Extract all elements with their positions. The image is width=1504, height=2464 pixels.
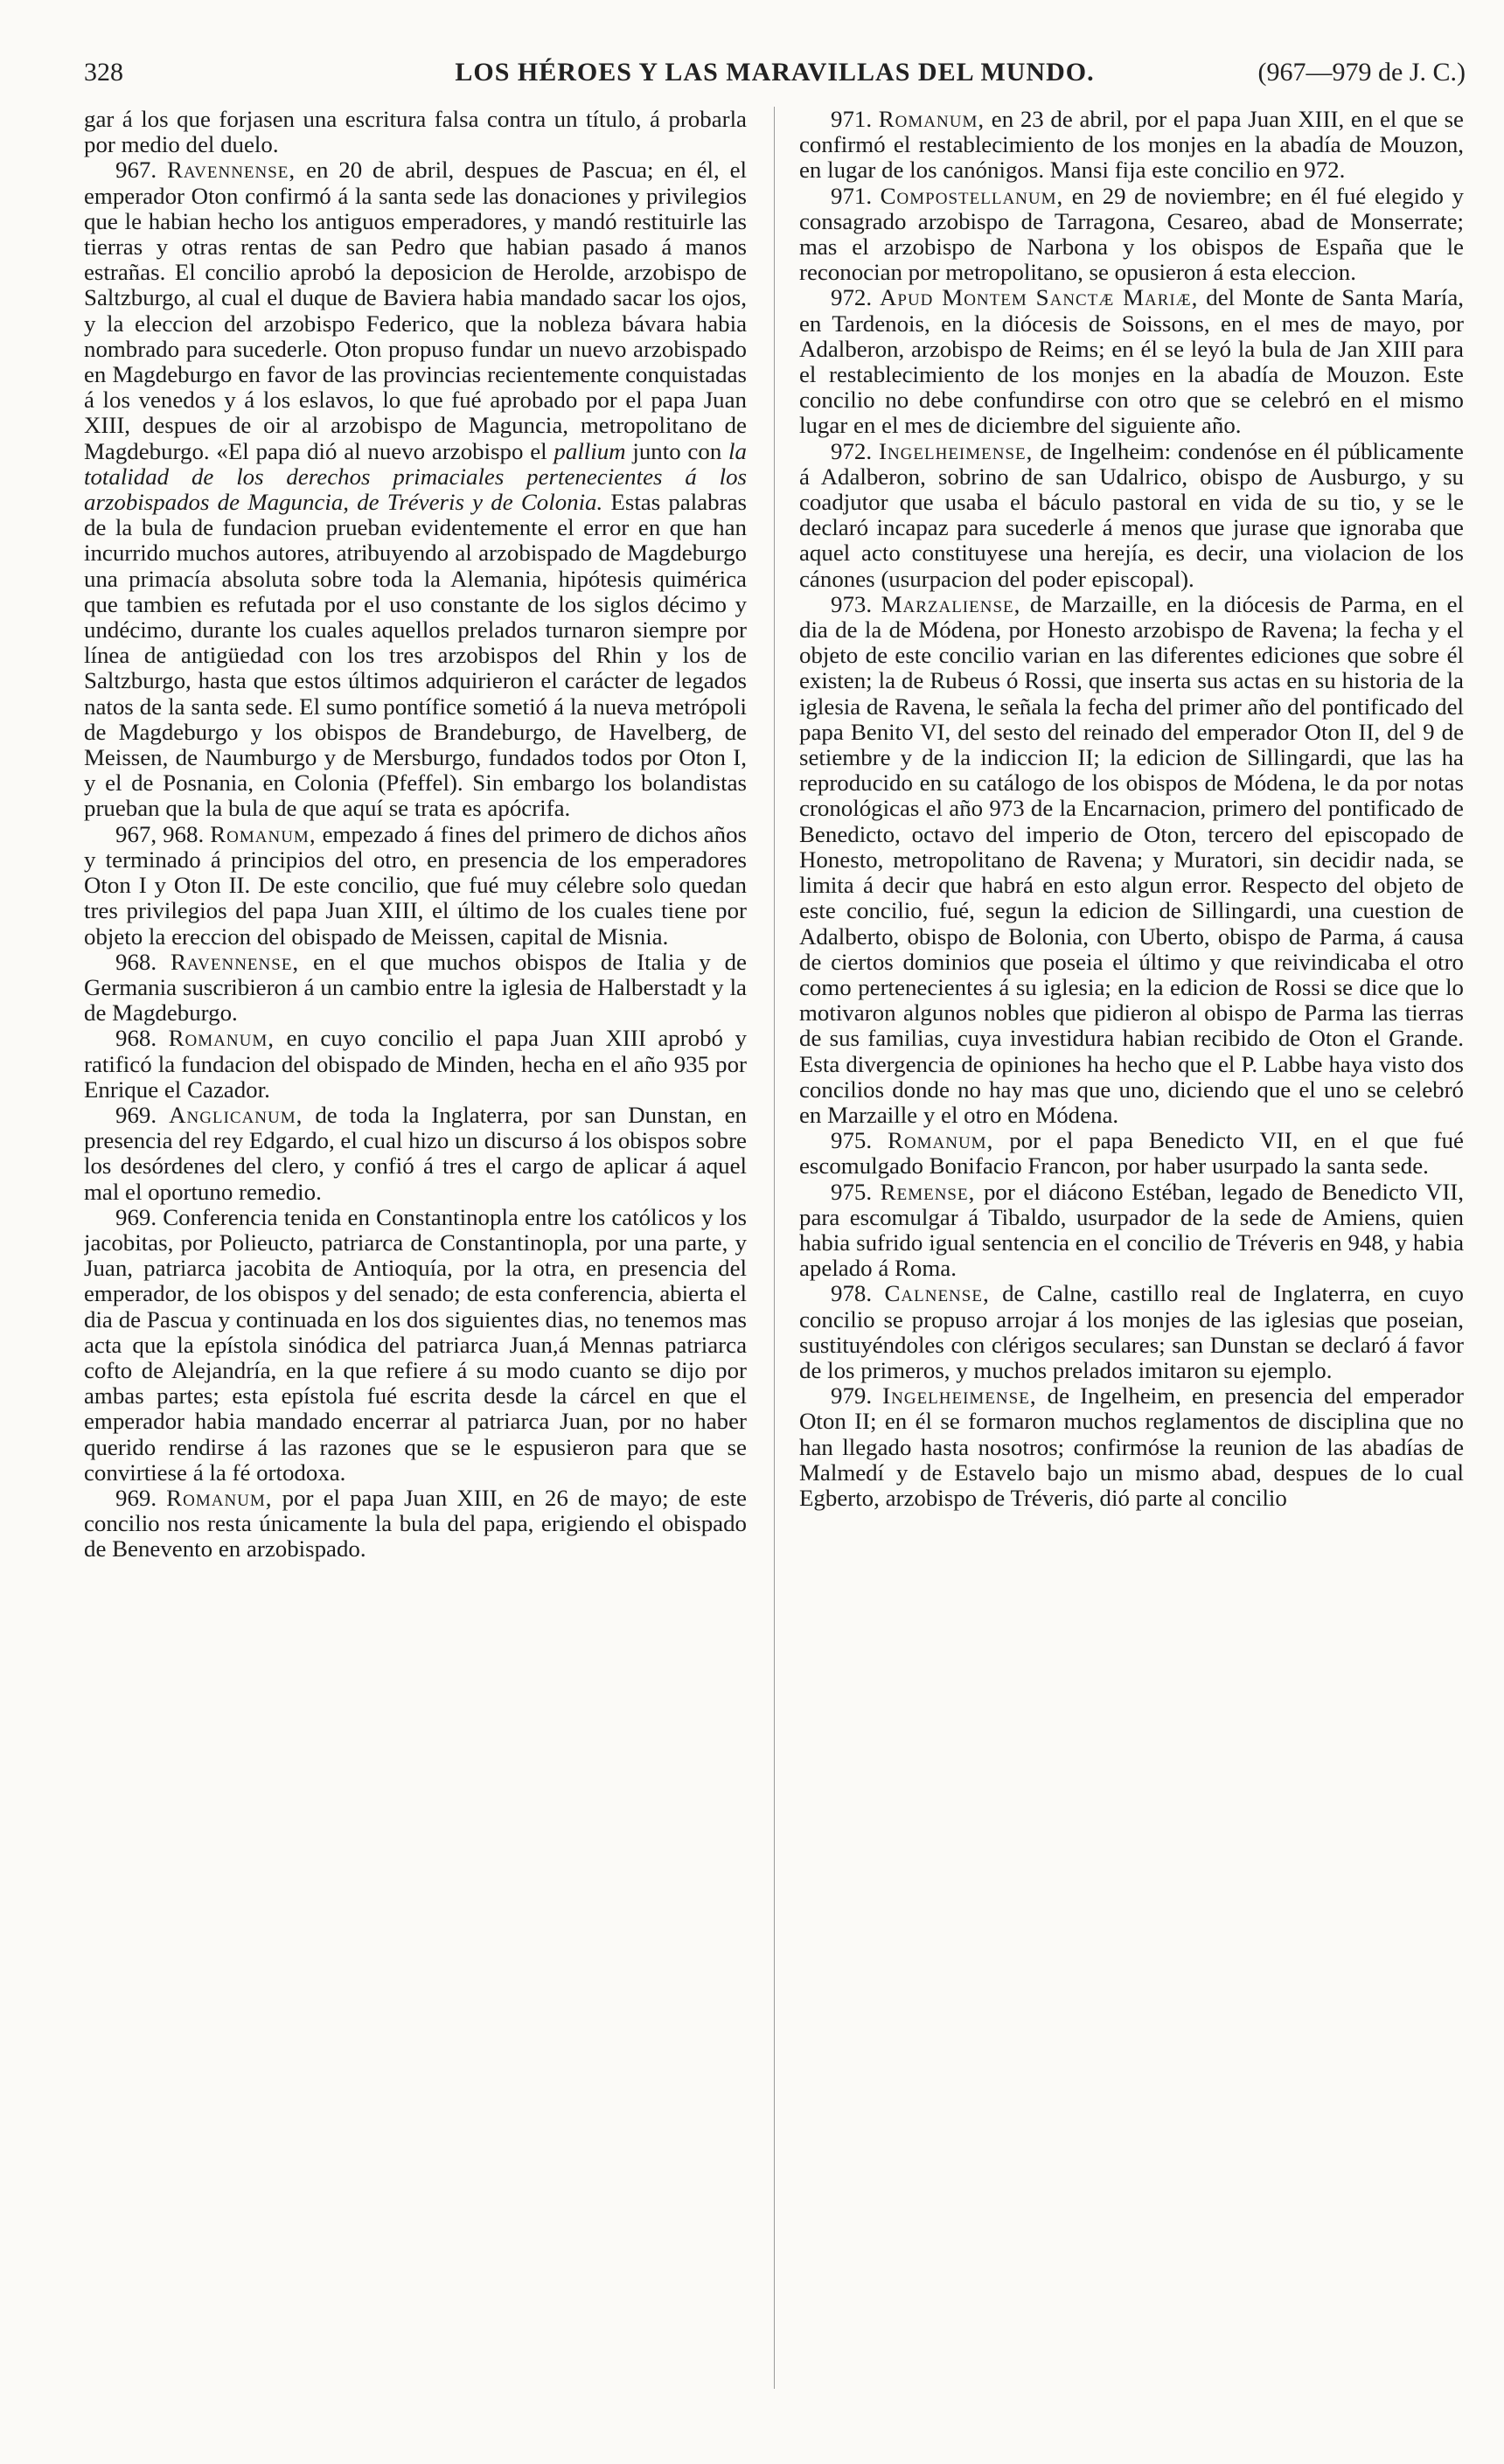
column-divider xyxy=(774,107,775,2389)
paragraph xyxy=(799,1281,1464,1383)
paragraph-text: en 23 de abril, por el papa Juan XIII, en el que se confirmó el restablecimiento de los monjes en la abadía de Mouzon, en lugar de los canónigos. Mansi fija este concilio en 972. xyxy=(799,107,1464,184)
paragraph-text: del Monte de Santa María, en Tardenois, en la diócesis de Soissons, en el mes de mayo, por Adalberon, arzobispo de Reims; en él se leyó la bula de Jan XIII para el restablecimiento de los monjes en la abadía de Mouzon. Este concilio no debe confundirse con otro que se celebró en el mismo lugar en el mes de diciembre del siguiente año. xyxy=(799,284,1464,439)
paragraph xyxy=(799,1180,1464,1282)
entry-number: 968. xyxy=(115,1025,157,1052)
paragraph xyxy=(84,1026,747,1103)
paragraph-text: de Marzaille, en la diócesis de Parma, en el dia de la de Módena, por Honesto arzobispo de Ravena; la fecha y el objeto de este concilio varian en las diferentes ediciones que sobre él existen; la de Rubeus ó Rossi, que inserta sus actas en su historia de la iglesia de Ravena, le señala la fecha del primer año del pontificado del papa Benito VI, del sesto del reinado del emperador Oton II, del 9 de setiembre y de la indiccion II; la edicion de Sillingardi, que las ha reproducido en su catálogo de los obispos de Módena, le da por notas cronológicas el año 973 de la Encarnacion, primero del pontificado de Benedicto, octavo del imperio de Oton, tercero del episcopado de Honesto, metropolitano de Ravena; y Muratori, sin decidir nada, se limita á decir que habrá en esto algun error. Respecto del objeto de este concilio, fué, segun la edicion de Sillingardi, una cuestion de Adalberto, obispo de Bolonia, con Uberto, obispo de Parma, á causa de ciertos dominios que poseia el último y que reivindicaba el otro como pertenecientes á su iglesia; en la edicion de Rossi se dice que lo motivaron algunos nobles que pidieron al obispo de Parma las tierras de sus familias, cuya investidura habian recibido de Oton el Grande. Esta divergencia de opiniones ha hecho que el P. Labbe haya visto dos concilios donde no hay mas que uno, diciendo que el uno se celebró en Marzaille y el otro en Módena. xyxy=(799,590,1464,1128)
council-name: Romanum, xyxy=(878,107,985,132)
paragraph-text: de Ingelheim, en presencia del emperador Oton II; en él se formaron muchos reglamentos de disciplina que no han llegado hasta nosotros; confirmóse la reunion de las abadías de Malmedí y de Estavelo bajo un mismo abad, despues de lo cual Egberto, arzobispo de Tréveris, dió parte al concilio xyxy=(799,1382,1464,1511)
running-header xyxy=(84,58,1466,96)
entry-number: 972. xyxy=(831,437,873,464)
council-name: Ravennense, xyxy=(170,948,300,975)
council-name: Calnense, xyxy=(884,1280,990,1307)
council-name: Compostellanum, xyxy=(880,182,1064,209)
entry-number: 971. xyxy=(831,107,873,132)
council-name: Remense, xyxy=(880,1178,976,1205)
entry-number: 969. xyxy=(115,1203,157,1230)
paragraph xyxy=(799,285,1464,438)
council-name: Ingelheimense, xyxy=(882,1382,1037,1409)
paragraph-text: por el diácono Estéban, legado de Benedicto VII, para escomulgar á Tibaldo, usurpador de la sede de Amiens, quien habia sufrido igual sentencia en el concilio de Tréveris en 948, y habia apelado á Roma. xyxy=(799,1178,1464,1282)
council-name: Ingelheimense, xyxy=(879,437,1034,464)
paragraph-text: empezado á fines del primero de dichos años y terminado á principios del otro, en presencia de los emperadores Oton I y Oton II. De este concilio, que fué muy célebre solo quedan tres privilegios del papa Juan XIII, el último de los cuales tiene por objeto la ereccion del obispado de Meissen, capital de Misnia. xyxy=(84,820,747,950)
entry-number: 975. xyxy=(831,1127,873,1154)
entry-number: 969. xyxy=(115,1101,157,1128)
paragraph-text: por el papa Juan XIII, en 26 de mayo; de este concilio nos resta únicamente la bula del papa, erigiendo el obispado de Benevento en arzobispado. xyxy=(84,1484,747,1563)
paragraph-text: Conferencia tenida en Constantinopla entre los católicos y los jacobitas, por Polieucto, patriarca de Constantinopla, por una parte, y Juan, patriarca jacobita de Antioquía, por la otra, en presencia del emperador, de los obispos y del senado; de esta conferencia, abierta el dia de Pascua y continuada en los dos siguientes dias, no tenemos mas acta que la epístola sinódica del patriarca Juan,á Mennas patriarca cofto de Alejandría, en la que refiere á su modo cuanto se dijo por ambas partes; esta epístola fué escrita desde la cárcel en que el emperador habia mandado encerrar al patriarca Juan, por no haber querido rendirse á las razones que se le espusieron para que se convirtiese á la fé ortodoxa. xyxy=(84,1203,747,1486)
entry-number: 972. xyxy=(831,284,873,311)
paragraph-text: en 20 de abril, despues de Pascua; en él, el emperador Oton confirmó á la santa sede las donaciones y privilegios que le habian hecho los antiguos emperadores, y mandó restituirle las tierras y otras rentas de san Pedro que habian pasado á manos estrañas. El concilio aprobó la deposicion de Herolde, arzobispo de Saltzburgo, al cual el duque de Baviera habia mandado sacar los ojos, y la eleccion del arzobispo Federico, que la nobleza bávara habia nombrado para sucederle. Oton propuso fundar un nuevo arzobispado en Magdeburgo en favor de las provincias recientemente conquistadas á los venedos y á los eslavos, lo que fué aprobado por el papa Juan XIII, despues de oir al arzobispo de Maguncia, metropolitano de Magdeburgo. «El papa dió al nuevo arzobispo el xyxy=(84,157,747,464)
paragraph-text: de Calne, castillo real de Inglaterra, en cuyo concilio se propuso arrojar á los monjes de las iglesias que poseian, sustituyéndoles con clérigos seculares; san Dunstan se declaró á favor de los primeros, y muchos prelados imitaron su ejemplo. xyxy=(799,1280,1464,1383)
paragraph-text: en el que muchos obispos de Italia y de Germania suscribieron á un cambio entre la iglesia de Halberstadt y la de Magdeburgo. xyxy=(84,948,747,1027)
paragraph xyxy=(799,439,1464,592)
entry-number: 971. xyxy=(831,182,873,209)
paragraph xyxy=(84,1205,747,1486)
paragraph xyxy=(799,592,1464,1128)
paragraph-text: en 29 de noviembre; en él fué elegido y consagrado arzobispo de Tarragona, Cesareo, abad de Monserrate; mas el arzobispo de Narbona y los obispos de España que le reconocian por metropolitano, se opusieron á esta eleccion. xyxy=(799,182,1464,286)
paragraph xyxy=(799,1383,1464,1511)
entry-number: 979. xyxy=(831,1382,873,1409)
entry-number: 969. xyxy=(115,1484,157,1511)
running-title: LOS HÉROES Y LAS MARAVILLAS DEL MUNDO. xyxy=(455,58,1095,87)
council-name: Marzaliense, xyxy=(881,590,1021,617)
paragraph-text: por el papa Benedicto VII, en el que fué escomulgado Bonifacio Francon, por haber usurpado la santa sede. xyxy=(799,1127,1464,1180)
paragraph xyxy=(84,1103,747,1205)
council-name: Apud Montem Sanctæ Mariæ, xyxy=(879,284,1199,311)
date-range: (967—979 de J. C.) xyxy=(1257,58,1466,87)
italic-term: pallium xyxy=(554,437,626,464)
entry-number: 967, 968. xyxy=(115,820,205,847)
paragraph xyxy=(84,822,747,950)
paragraph xyxy=(84,107,747,157)
left-column xyxy=(84,107,747,2398)
paragraph xyxy=(84,157,747,821)
paragraph-text: Estas palabras de la bula de fundacion prueban evidentemente el error en que han incurrido muchos autores, atribuyendo al arzobispado de Magdeburgo una primacía absoluta sobre toda la Alemania, hipótesis quimérica que tambien es refutada por el uso constante de los siglos décimo y undécimo, durante los cuales aquellos prelados turnaron siempre por línea de antigüedad con los tres arzobispos del Rhin y los de Saltzburgo, hasta que estos últimos adquirieron el carácter de legados natos de la santa sede. El sumo pontífice sometió á la nueva metrópoli de Magdeburgo y los obispos de Brandeburgo, de Havelberg, de Meissen, de Naumburgo y de Mersburgo, fundados todos por Oton I, y el de Posnania, en Colonia (Pfeffel). Sin embargo los bolandistas prueban que la bula de que aquí se trata es apócrifa. xyxy=(84,489,747,822)
paragraph xyxy=(799,107,1464,184)
council-name: Ravennense, xyxy=(166,157,296,184)
page-number: 328 xyxy=(84,58,123,87)
council-name: Anglicanum, xyxy=(169,1101,303,1128)
paragraph xyxy=(84,950,747,1027)
council-name: Romanum, xyxy=(887,1127,994,1154)
entry-number: 975. xyxy=(831,1178,873,1205)
paragraph-text: de toda la Inglaterra, por san Dunstan, en presencia del rey Edgardo, el cual hizo un discurso á los obispos sobre los desórdenes del clero, y confió á tres el cargo de aplicar á aquel mal el oportuno remedio. xyxy=(84,1101,747,1205)
paragraph-text: en cuyo concilio el papa Juan XIII aprobó y ratificó la fundacion del obispado de Minden, hecha en el año 935 por Enrique el Cazador. xyxy=(84,1025,747,1103)
council-name: Romanum, xyxy=(168,1025,275,1052)
entry-number: 968. xyxy=(115,948,157,975)
council-name: Romanum, xyxy=(166,1484,273,1511)
right-column xyxy=(799,107,1464,2398)
italic-quote: la totalidad de los derechos primaciales pertenecientes á los arzobispados de Maguncia, de Tréveris y de Colonia. xyxy=(84,437,747,516)
entry-number: 978. xyxy=(831,1280,873,1307)
council-name: Romanum, xyxy=(210,820,317,847)
paragraph xyxy=(799,184,1464,286)
paragraph-text: de Ingelheim: condenóse en él públicamente á Adalberon, sobrino de san Udalrico, obispo de Ausburgo, y su coadjutor que usaba el báculo pastoral en vida de su tio, y se le declaró incapaz para sucederle á menos que jurase que ignoraba que aquel acto constituyese una herejía, es decir, una violacion de los cánones (usurpacion del poder episcopal). xyxy=(799,437,1464,592)
paragraph-text: junto con xyxy=(632,437,722,464)
paragraph xyxy=(84,1486,747,1563)
entry-number: 973. xyxy=(831,590,873,617)
paragraph xyxy=(799,1128,1464,1179)
paragraph-text: gar á los que forjasen una escritura falsa contra un título, á probarla por medio del duelo. xyxy=(84,107,747,158)
entry-number: 967. xyxy=(115,157,157,184)
